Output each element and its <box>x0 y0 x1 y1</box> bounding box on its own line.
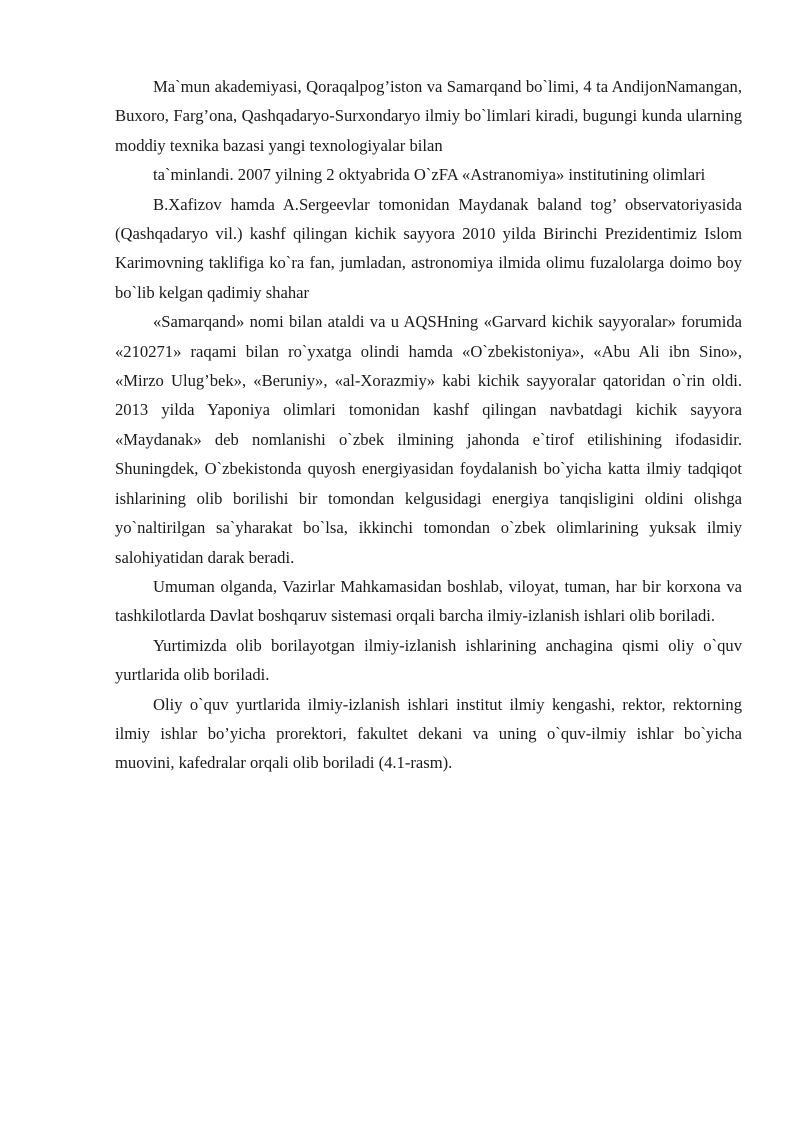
paragraph-6: Yurtimizda olib borilayotgan ilmiy-izlanish ishlarining anchagina qismi oliy o`quv yurtlarida olib boriladi. <box>115 635 742 685</box>
paragraph-2: ta`minlandi. 2007 yilning 2 oktyabrida O`zFA «Astranomiya» institutining olimlari <box>153 165 706 185</box>
paragraph-4: «Samarqand» nomi bilan ataldi va u AQSHning «Garvard kichik sayyoralar» forumida «210271» raqami bilan ro`yxatga olindi hamda «O`zbekistoniya», «Abu Ali ibn Sino», «Mirzo Ulug’bek», «Beruniy», «al-Xorazmiy» kabi kichik sayyoralar qatoridan o`rin oldi. 2013 yilda Yaponiya olimlari tomonidan kashf qilingan navbatdagi kichik sayyora «Maydanak» deb nomlanishi o`zbek ilmining jahonda e`tirof etilishining ifodasidir. Shuningdek, O`zbekistonda quyosh energiyasidan foydalanish bo`yicha katta ilmiy tadqiqot ishlarining olib borilishi bir tomondan kelgusidagi energiya tanqisligini oldini olishga yo`naltirilgan sa`yharakat bo`lsa, ikkinchi tomondan o`zbek olimlarining yuksak ilmiy salohiyatidan darak beradi. <box>115 312 742 567</box>
paragraph-5: Umuman olganda, Vazirlar Mahkamasidan boshlab, viloyat, tuman, har bir korxona va tashkilotlarda Davlat boshqaruv sistemasi orqali barcha ilmiy-izlanish ishlari olib borіladi. <box>115 576 742 626</box>
document-page <box>115 72 742 778</box>
paragraph-1: Ma`mun akademiyasi, Qoraqalpog’iston va Samarqand bo`limi, 4 ta AndijonNamangan, Buxoro, Farg’ona, Qashqadaryo-Surxondaryo ilmiy bo`limlari kiradi, bugungi kunda ularning moddiy texnika bazasi yangi texnologiyalar bilan <box>115 77 742 155</box>
paragraph-7: Oliy o`quv yurtlarida ilmiy-izlanish ishlari institut ilmiy kengashi, rektor, rektorning ilmiy ishlar bo’yicha prorektori, fakultet dekani va uning o`quv-ilmiy ishlar bo`yicha muovini, kafedralar orqali olib boriladi (4.1-rasm). <box>115 694 742 773</box>
paragraph-3: B.Xafizov hamda A.Sergeevlar tomonidan Maydanak baland tog’ observatoriyasida (Qashqadaryo vil.) kashf qilingan kichik sayyora 2010 yilda Birinchi Prezidentimiz Islom Karimovning taklifiga ko`ra fan, jumladan, astronomiya ilmida olimu fuzalolarga doimo boy bo`lib kelgan qadimiy shahar <box>115 194 742 302</box>
